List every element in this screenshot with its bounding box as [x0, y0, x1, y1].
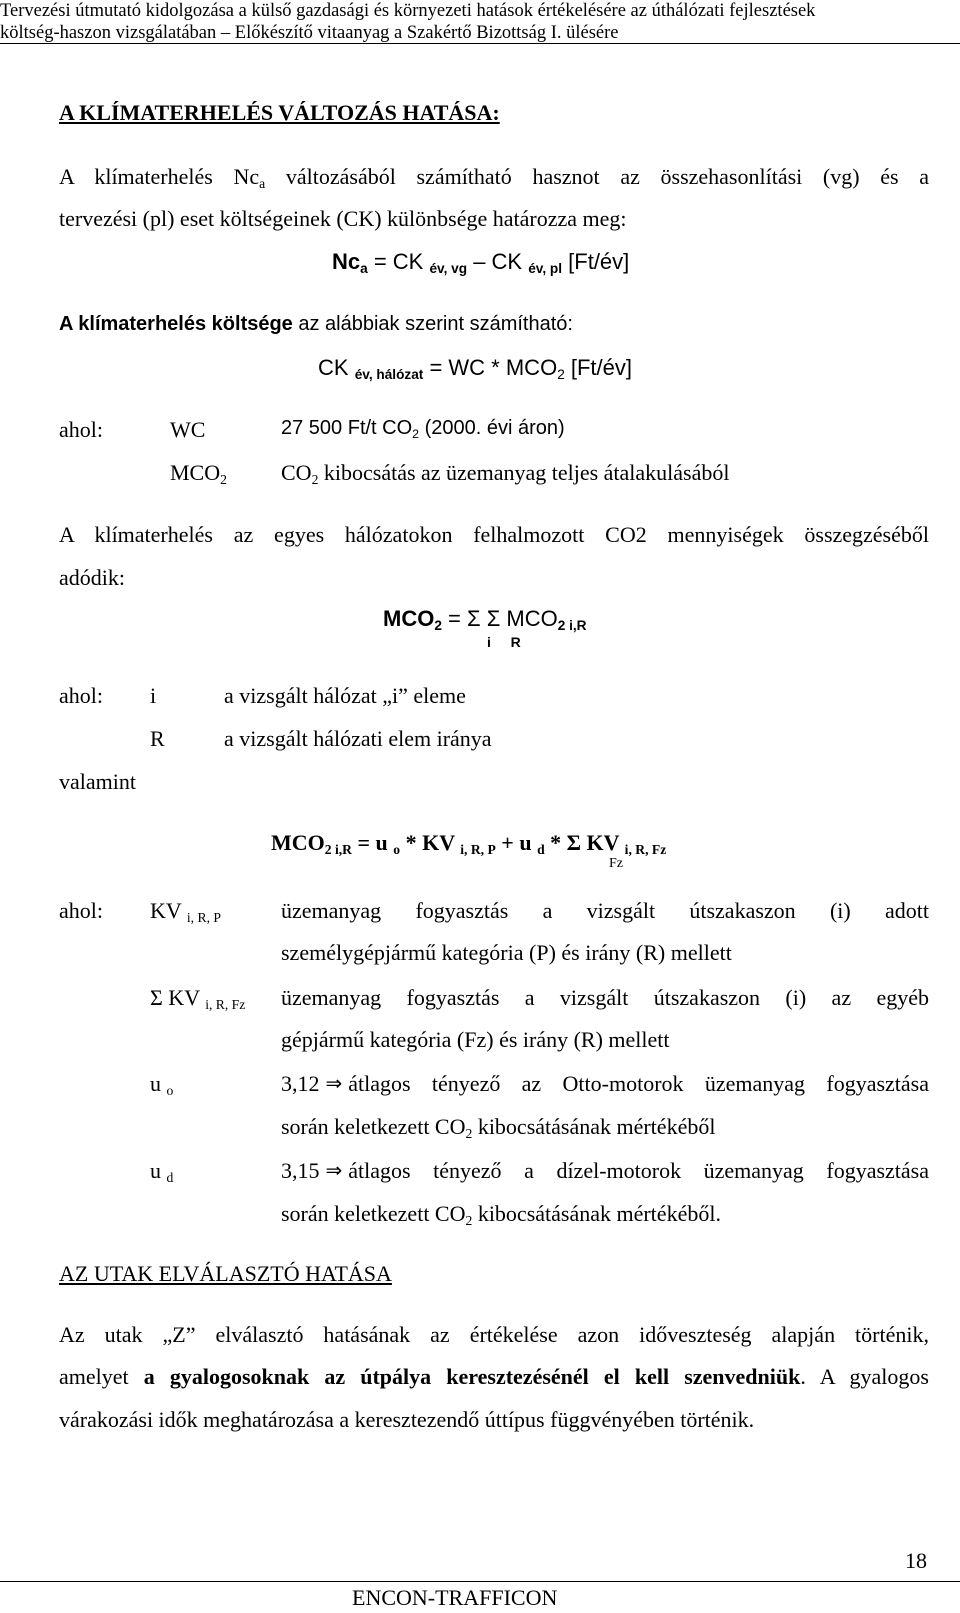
- implies-icon: ⇒: [325, 1158, 343, 1182]
- where-label-3: ahol:: [59, 898, 103, 923]
- where-label-2: ahol:: [59, 683, 103, 708]
- intro-line-2: tervezési (pl) eset költségeinek (CK) különbsége határozza meg:: [59, 206, 627, 231]
- where3-desc-uo-2: során keletkezett $CO_2$ kibocsátásának mértékéből: [281, 1114, 716, 1141]
- where3-desc-kv-2: személygépjármű kategória (P) és irány (R) mellett: [281, 940, 732, 965]
- where1-desc-mco2: $CO_2$ kibocsátás az üzemanyag teljes átalakulásából: [281, 460, 730, 487]
- formula-sum-indices: i R: [487, 634, 525, 650]
- where3-desc-sumkv-1: üzemanyag fogyasztás a vizsgált útszakaszon (i) az egyéb: [281, 985, 929, 1010]
- where3-desc-uo-1: 3,12 ⇒ átlagos tényező az Otto-motorok üzemanyag fogyasztása: [281, 1071, 929, 1096]
- formula-ck: CK $_{év, hálózat}$ = WC * $MCO_2$ [Ft/év]: [318, 355, 633, 382]
- sum-text-line-1: A klímaterhelés az egyes hálózatokon felhalmozott CO2 mennyiségek összegzéséből: [59, 522, 929, 547]
- where1-sym-mco2: $MCO_2$: [170, 460, 227, 487]
- where2-also: valamint: [59, 769, 136, 794]
- page-number: 18: [905, 1548, 927, 1573]
- formula-mco2-sum: $MCO_2 = \Sigma$ Σ $MCO_{2 i,R}$: [383, 606, 587, 633]
- where2-sym-r: R: [150, 726, 165, 751]
- where1-sym-wc: WC: [170, 417, 206, 442]
- where3-sym-ud: u $_d$: [150, 1158, 174, 1185]
- formula-nca: $Nc_a$ = CK $_{év, vg}$ – CK $_{év, pl}$ [Ft/év]: [332, 249, 630, 276]
- separation-line-3: várakozási idők meghatározása a keresztezendő úttípus függvényében történik.: [59, 1407, 755, 1432]
- header-divider: [0, 43, 960, 44]
- implies-icon: ⇒: [325, 1071, 343, 1095]
- where2-desc-r: a vizsgált hálózati elem iránya: [224, 726, 492, 751]
- where3-desc-ud-2: során keletkezett $CO_2$ kibocsátásának mértékéből.: [281, 1201, 721, 1228]
- footer-divider: [0, 1581, 960, 1582]
- intro-line-1: A klímaterhelés $Nc_a$ változásából számítható hasznot az összehasonlítási (vg) és a: [59, 164, 929, 191]
- header-line-1: Tervezési útmutató kidolgozása a külső gazdasági és környezeti hatások értékelésére az úthálózati fejlesztések: [0, 1, 816, 21]
- footer-company: ENCON-TRAFFICON: [352, 1585, 558, 1610]
- where3-desc-ud-1: 3,15 ⇒ átlagos tényező a dízel-motorok üzemanyag fogyasztása: [281, 1158, 929, 1183]
- formula4-sum-index: Fz: [609, 856, 623, 871]
- where3-desc-kv-1: üzemanyag fogyasztás a vizsgált útszakaszon (i) adott: [281, 898, 929, 923]
- where2-desc-i: a vizsgált hálózat „i” eleme: [224, 683, 466, 708]
- where3-desc-sumkv-2: gépjármű kategória (Fz) és irány (R) mellett: [281, 1027, 670, 1052]
- where-label-1: ahol:: [59, 417, 103, 442]
- header-line-2: költség-haszon vizsgálatában – Előkészítő vitaanyag a Szakértő Bizottság I. ülésére: [0, 23, 619, 43]
- section-title-separation: AZ UTAK ELVÁLASZTÓ HATÁSA: [59, 1261, 392, 1286]
- section-title-climate: A KLÍMATERHELÉS VÁLTOZÁS HATÁSA:: [59, 100, 500, 125]
- separation-line-2: amelyet a gyalogosoknak az útpálya keresztezésénél el kell szenvedniük. A gyalogos: [59, 1364, 929, 1389]
- sum-text-line-2: adódik:: [59, 565, 125, 590]
- where1-desc-wc: 27 500 Ft/t $CO_2$ (2000. évi áron): [281, 417, 565, 441]
- separation-line-1: Az utak „Z” elválasztó hatásának az értékelése azon időveszteség alapján történik,: [59, 1322, 929, 1347]
- cost-intro: A klímaterhelés költsége az alábbiak szerint számítható:: [59, 313, 573, 335]
- where3-sym-uo: u $_o$: [150, 1071, 174, 1098]
- where2-sym-i: i: [150, 683, 157, 708]
- where3-sym-sumkv: Σ KV $_{i, R, Fz}$: [150, 985, 246, 1012]
- formula-mco2-ir: $MCO_{2 i,R} = u$ $_o$ * KV $_{i, R, P}$ + u $_d$ * Σ KV $_{i, R, Fz}$: [271, 830, 667, 857]
- where3-sym-kv: KV $_{i, R, P}$: [150, 898, 221, 925]
